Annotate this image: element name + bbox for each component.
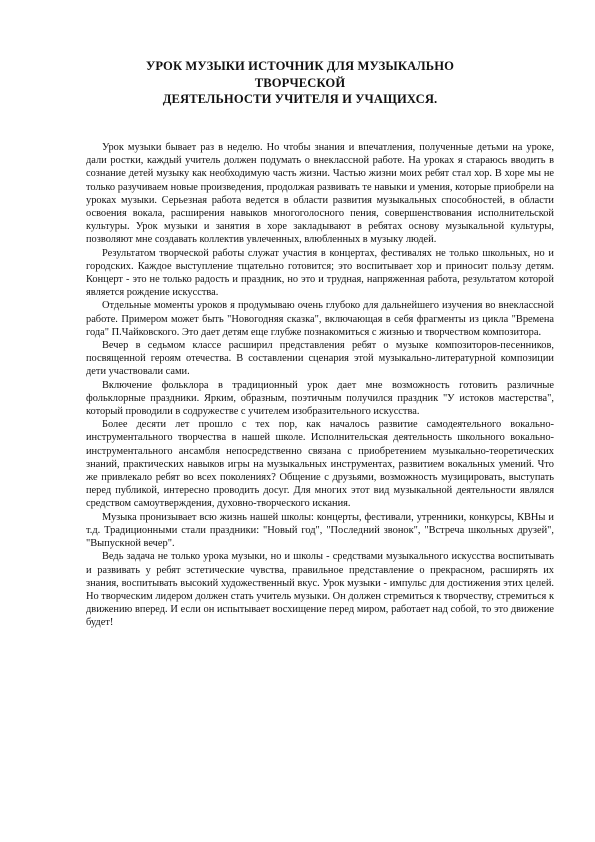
title-line-2: ТВОРЧЕСКОЙ	[254, 75, 346, 90]
paragraph: Урок музыки бывает раз в неделю. Но чтобы знания и впечатления, полученные детьми на уроке, дали ростки, каждый учитель должен подумать о внеклассной работе. На уроках я стараюсь вводить в сознание детей музыку как необходимую часть жизни. Частью жизни моих ребят стал хор. В хоре мы не только разучиваем новые произведения, продолжая развивать те навыки и умения, которые приобрели на уроках музыки. Серьезная работа ведется в области развития музыкальных способностей, в области освоения вокала, расширения навыков многоголосного пения, совершенствования исполнительской культуры. Урок музыки и занятия в хоре закладывают в ребятах основу музыкальной культуры, позволяют мне создавать коллектив увлеченных, влюбленных в музыку людей.	[86, 142, 554, 246]
paragraph: Музыка пронизывает всю жизнь нашей школы: концерты, фестивали, утренники, конкурсы, КВНы и т.д. Традиционными стали праздники: "Новый год", "Последний звонок", "Встреча школьных друзей", "Выпускной вечер".	[86, 511, 554, 550]
title-line-1: УРОК МУЗЫКИ ИСТОЧНИК ДЛЯ МУЗЫКАЛЬНО	[145, 59, 454, 73]
title-line-3: ДЕЯТЕЛЬНОСТИ УЧИТЕЛЯ И УЧАЩИХСЯ.	[162, 92, 438, 106]
paragraph: Более десяти лет прошло с тех пор, как началось развитие самодеятельного вокально-инструментального творчества в нашей школе. Исполнительская деятельность школьного вокально-инструментального ансамбля непосредственно связана с приобретением музыкально-теоретических знаний, практических навыков игры на музыкальных инструментах, развитием вокальных умений. Что же привлекало ребят во всех поколениях? Общение с друзьями, возможность музицировать, выступать перед публикой, интересно проводить досуг. Для многих этот вид музыкальной деятельности являлся средством самоутверждения, духовно-творческого искания.	[86, 419, 554, 510]
paragraph: Результатом творческой работы служат участия в концертах, фестивалях не только школьных, но и городских. Каждое выступление тщательно готовится; это воспитывает хор и приносит пользу детям. Концерт - это не только радость и праздник, но это и трудная, напряженная работа, результатом которой является рождение искусства.	[86, 247, 554, 299]
article-body	[86, 141, 554, 630]
page-title	[60, 58, 540, 108]
paragraph: Отдельные моменты уроков я продумываю очень глубоко для дальнейшего изучения во внеклассной работе. Примером может быть "Новогодняя сказка", включающая в себя фрагменты из цикла "Времена года" П.Чайковского. Это дает детям еще глубже познакомиться с жизнью и творчеством композитора.	[86, 300, 554, 338]
paragraph: Включение фольклора в традиционный урок дает мне возможность готовить различные фольклорные праздники. Ярким, образным, поэтичным получился праздник "У истоков мастерства", который проводили в содружестве с учителем изобразительного искусства.	[86, 379, 554, 418]
paragraph: Ведь задача не только урока музыки, но и школы - средствами музыкального искусства воспитывать и развивать у ребят эстетические чувства, правильное представление о прекрасном, расширять их знания, воспитывать высокий художественный вкус. Урок музыки - импульс для достижения этих целей. Но творческим лидером должен стать учитель музыки. Он должен стремиться к творчеству, стремиться к движению вперед. И если он испытывает восхищение перед миром, работает над собой, то это движение будет!	[86, 551, 554, 629]
paragraph: Вечер в седьмом классе расширил представления ребят о музыке композиторов-песенников, посвященной героям отечества. В составлении сценария этой музыкально-литературной композиции дети участвовали сами.	[86, 340, 554, 378]
